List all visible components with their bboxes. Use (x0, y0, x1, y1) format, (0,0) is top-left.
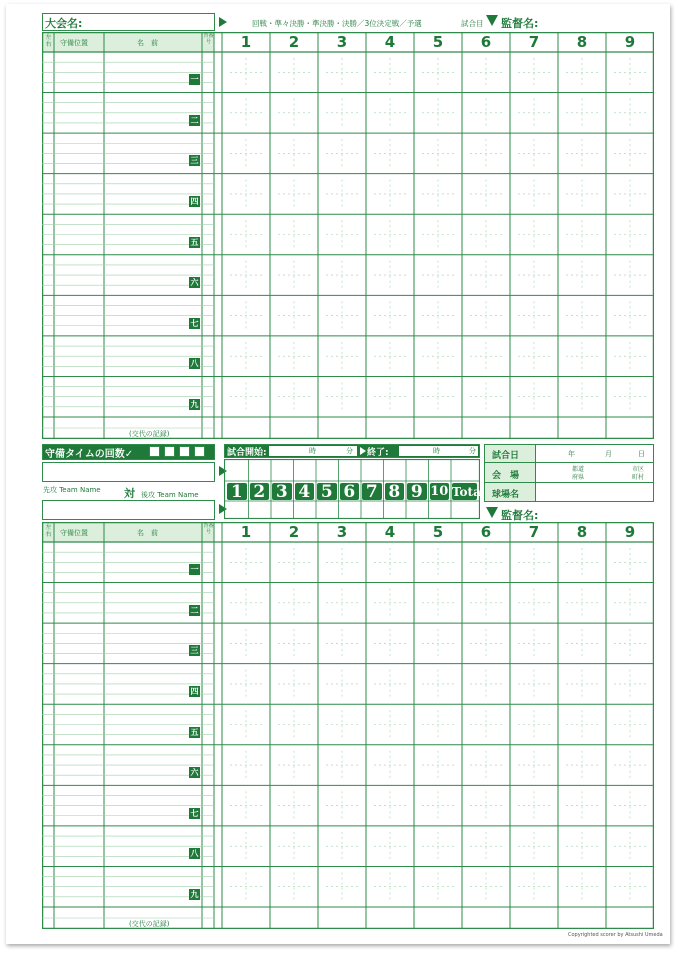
defense-time-check-4[interactable] (194, 446, 205, 457)
batting-order-4: 四 (190, 686, 199, 696)
inning-header-5: 5 (432, 523, 444, 541)
col-name-label: 名 前 (137, 39, 158, 47)
inning-header-7: 7 (528, 33, 540, 51)
scoreboard (224, 459, 486, 519)
prefecture-bottom: 府県 (572, 474, 585, 481)
month-label: 月 (605, 450, 612, 458)
day-label: 日 (638, 450, 645, 458)
inning-header-3: 3 (336, 33, 348, 51)
col-number-label: 背番号 (203, 33, 214, 45)
batting-order-6: 六 (190, 278, 199, 288)
substitution-note: (交代の記録) (129, 430, 170, 438)
score-inning-6: 6 (340, 483, 360, 500)
inning-header-1: 1 (240, 523, 252, 541)
defense-time-check-1[interactable] (149, 446, 160, 457)
grid-border (43, 33, 654, 439)
inning-header-3: 3 (336, 523, 348, 541)
second-team-field[interactable] (42, 500, 215, 520)
field-label: 球場名 (492, 490, 520, 500)
prefecture-top: 都道 (572, 466, 585, 473)
top-scoring-grid (42, 32, 654, 439)
batting-order-6: 六 (190, 768, 199, 778)
inning-header-9: 9 (624, 523, 636, 541)
score-inning-3: 3 (272, 483, 292, 500)
col-number-label: 背番号 (203, 523, 214, 535)
arrow-down-icon (486, 507, 498, 518)
vs-label: 対 (124, 487, 135, 500)
city-top: 市区 (632, 466, 645, 473)
bottom-scoring-grid (42, 522, 654, 929)
inning-header-6: 6 (480, 33, 492, 51)
batting-order-5: 五 (190, 237, 199, 247)
end-minute-label: 分 (469, 447, 476, 455)
col-name-label: 名 前 (137, 529, 158, 537)
venue-label: 会 場 (492, 471, 520, 481)
copyright: Copyrighted scorer by Atsushi Umeda (568, 932, 663, 938)
start-hour-label: 時 (309, 447, 316, 455)
score-inning-4: 4 (295, 483, 315, 500)
first-team-label: 先攻 Team Name (43, 486, 101, 494)
score-inning-10: 10 (430, 484, 449, 499)
end-label: 終了: (367, 448, 389, 458)
bottom-manager-label: 監督名: (501, 509, 539, 522)
inning-header-5: 5 (432, 33, 444, 51)
manager-label: 監督名: (501, 17, 539, 30)
score-total-label: Total (452, 485, 486, 499)
score-inning-7: 7 (362, 483, 382, 500)
defense-time-label: 守備タイムの回数✓ (45, 449, 134, 460)
date-label: 試合日 (492, 451, 520, 461)
batting-order-5: 五 (190, 727, 199, 737)
inning-header-8: 8 (576, 33, 588, 51)
arrow-right-icon (219, 17, 227, 27)
col-lr-label: 左右 (45, 34, 52, 48)
inning-header-4: 4 (384, 523, 396, 541)
defense-time-check-3[interactable] (179, 446, 190, 457)
batting-order-7: 七 (190, 808, 199, 818)
batting-order-2: 二 (190, 605, 199, 615)
end-hour-label: 時 (433, 447, 440, 455)
batting-order-4: 四 (190, 196, 199, 206)
info-divider (484, 462, 654, 463)
inning-header-4: 4 (384, 33, 396, 51)
info-divider (535, 444, 536, 502)
grid-border (43, 523, 654, 929)
score-inning-1: 1 (227, 483, 247, 500)
score-sheet (6, 4, 670, 944)
arrow-down-icon (486, 15, 498, 26)
batting-order-9: 九 (190, 399, 199, 409)
batting-order-7: 七 (190, 318, 199, 328)
col-position-label: 守備位置 (60, 39, 88, 47)
batting-order-1: 一 (190, 565, 199, 575)
first-team-field[interactable] (42, 462, 215, 482)
inning-header-2: 2 (288, 33, 300, 51)
grid-lines (42, 522, 654, 929)
col-lr-label: 左右 (45, 524, 52, 538)
start-minute-label: 分 (346, 447, 353, 455)
game-number-label: 試合目 (461, 19, 484, 28)
batting-order-3: 三 (190, 156, 199, 166)
tournament-label: 大会名: (45, 17, 83, 30)
round-options: 回戦・準々決勝・準決勝・決勝／3位決定戦／予選 (252, 19, 422, 28)
grid-lines (42, 32, 654, 439)
batting-order-8: 八 (190, 359, 199, 369)
col-position-label: 守備位置 (60, 529, 88, 537)
defense-time-check-2[interactable] (164, 446, 175, 457)
score-inning-9: 9 (407, 483, 427, 500)
batting-order-9: 九 (190, 889, 199, 899)
substitution-note: (交代の記録) (129, 920, 170, 928)
inning-header-6: 6 (480, 523, 492, 541)
inning-header-9: 9 (624, 33, 636, 51)
inning-header-7: 7 (528, 523, 540, 541)
year-label: 年 (568, 450, 575, 458)
batting-order-2: 二 (190, 115, 199, 125)
info-divider (484, 482, 654, 483)
inning-header-8: 8 (576, 523, 588, 541)
second-team-label: 後攻 Team Name (141, 491, 199, 499)
batting-order-1: 一 (190, 75, 199, 85)
batting-order-3: 三 (190, 646, 199, 656)
arrow-right-icon (360, 447, 366, 455)
start-label: 試合開始: (227, 448, 267, 458)
city-bottom: 町村 (632, 474, 645, 481)
score-inning-2: 2 (250, 483, 270, 500)
inning-header-2: 2 (288, 523, 300, 541)
inning-header-1: 1 (240, 33, 252, 51)
score-inning-8: 8 (385, 483, 405, 500)
score-inning-5: 5 (317, 483, 337, 500)
batting-order-8: 八 (190, 849, 199, 859)
